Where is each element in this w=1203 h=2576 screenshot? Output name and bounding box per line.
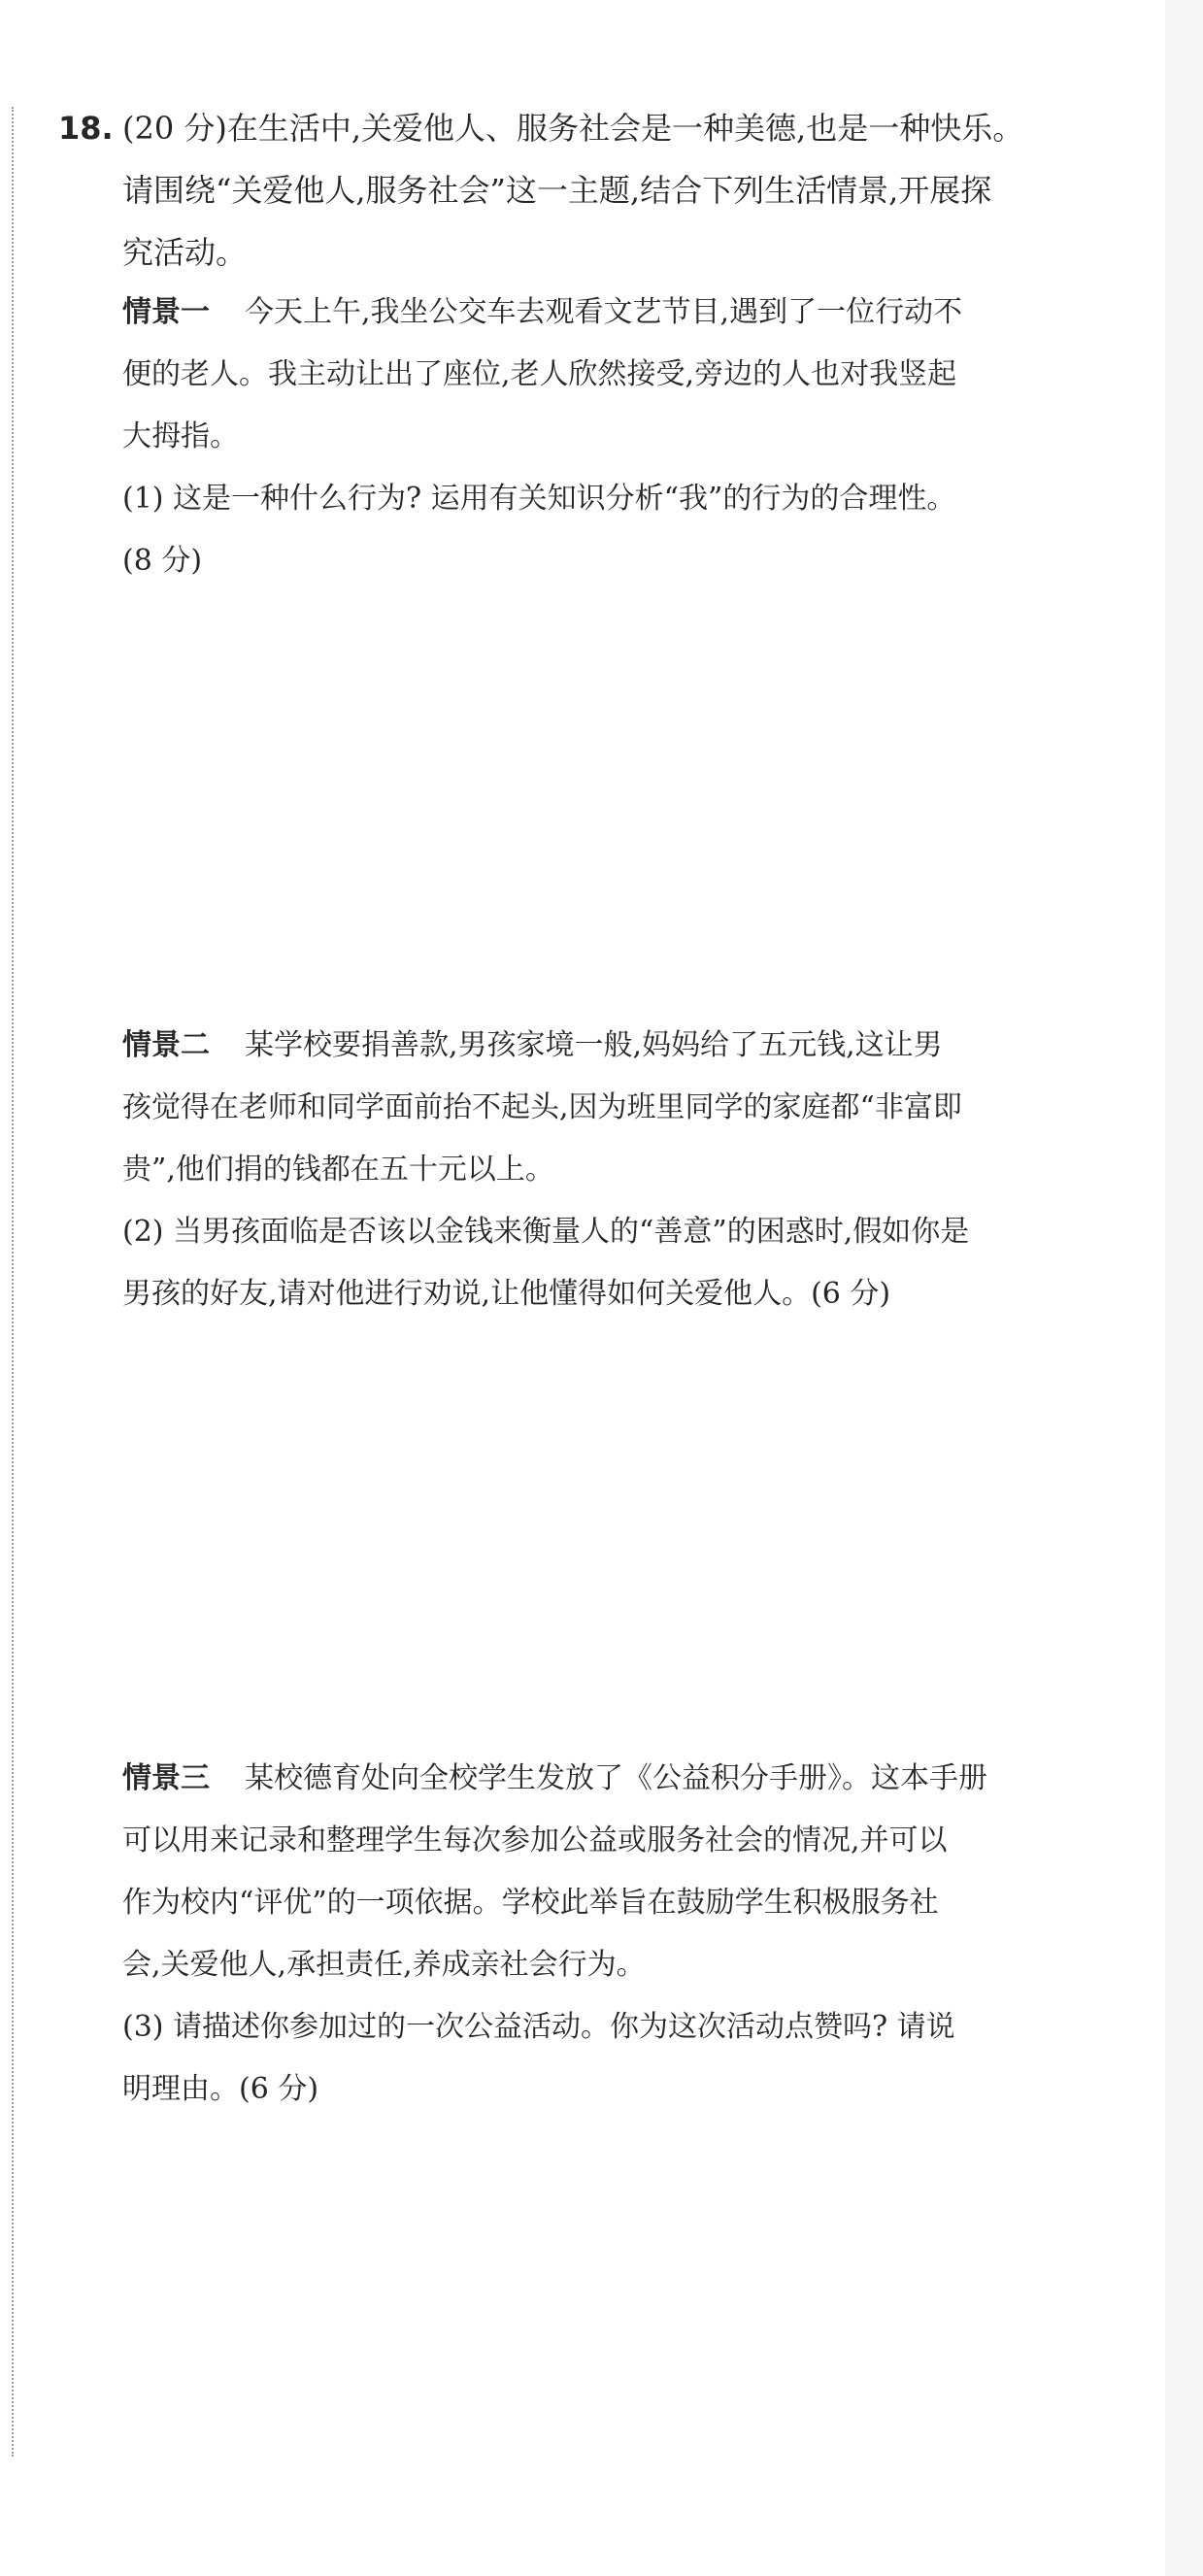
- sub-question-3-line: 明理由。(6 分): [122, 2072, 319, 2106]
- scene-3-line: 会,关爱他人,承担责任,养成亲社会行为。: [122, 1948, 646, 1982]
- binding-margin-line: [12, 107, 14, 2457]
- scene-3-line: [122, 1748, 987, 1810]
- scene-2-line: [122, 1015, 943, 1077]
- scene-1-title: 情景一: [122, 295, 210, 329]
- scene-3-text: 某校德育处向全校学生发放了《公益积分手册》。这本手册: [245, 1761, 987, 1795]
- sub-question-2: (2) 当男孩面临是否该以金钱来衡量人的“善意”的困惑时,假如你是: [122, 1215, 970, 1249]
- scene-3-line: 可以用来记录和整理学生每次参加公益或服务社会的情况,并可以: [122, 1823, 948, 1857]
- question-text-line: (20 分)在生活中,关爱他人、服务社会是一种美德,也是一种快乐。: [122, 110, 1024, 147]
- scene-2-text: 某学校要捐善款,男孩家境一般,妈妈给了五元钱,这让男: [245, 1028, 943, 1062]
- question-text-line: 请围绕“关爱他人,服务社会”这一主题,结合下列生活情景,开展探: [122, 172, 992, 209]
- sub-question-1-score: (8 分): [122, 544, 203, 578]
- scene-2-title: 情景二: [122, 1028, 210, 1062]
- sub-question-2-line: 男孩的好友,请对他进行劝说,让他懂得如何关爱他人。(6 分): [122, 1277, 891, 1311]
- scene-1-line: [122, 282, 962, 344]
- scene-3-title: 情景三: [122, 1761, 210, 1795]
- sub-question-3: (3) 请描述你参加过的一次公益活动。你为这次活动点赞吗? 请说: [122, 2010, 955, 2044]
- scene-3-line: 作为校内“评优”的一项依据。学校此举旨在鼓励学生积极服务社: [122, 1886, 939, 1920]
- scene-1-text: 今天上午,我坐公交车去观看文艺节目,遇到了一位行动不: [245, 295, 963, 329]
- question-text-line: 究活动。: [122, 234, 248, 271]
- question-number: 18.: [58, 110, 114, 147]
- page-edge-shade: [1165, 0, 1203, 2576]
- scene-1-line: 便的老人。我主动让出了座位,老人欣然接受,旁边的人也对我竖起: [122, 357, 957, 391]
- scene-2-line: 贵”,他们捐的钱都在五十元以上。: [122, 1153, 554, 1187]
- scene-2-line: 孩觉得在老师和同学面前抬不起头,因为班里同学的家庭都“非富即: [122, 1090, 962, 1124]
- scene-1-line: 大拇指。: [122, 419, 239, 453]
- sub-question-1: (1) 这是一种什么行为? 运用有关知识分析“我”的行为的合理性。: [122, 482, 956, 516]
